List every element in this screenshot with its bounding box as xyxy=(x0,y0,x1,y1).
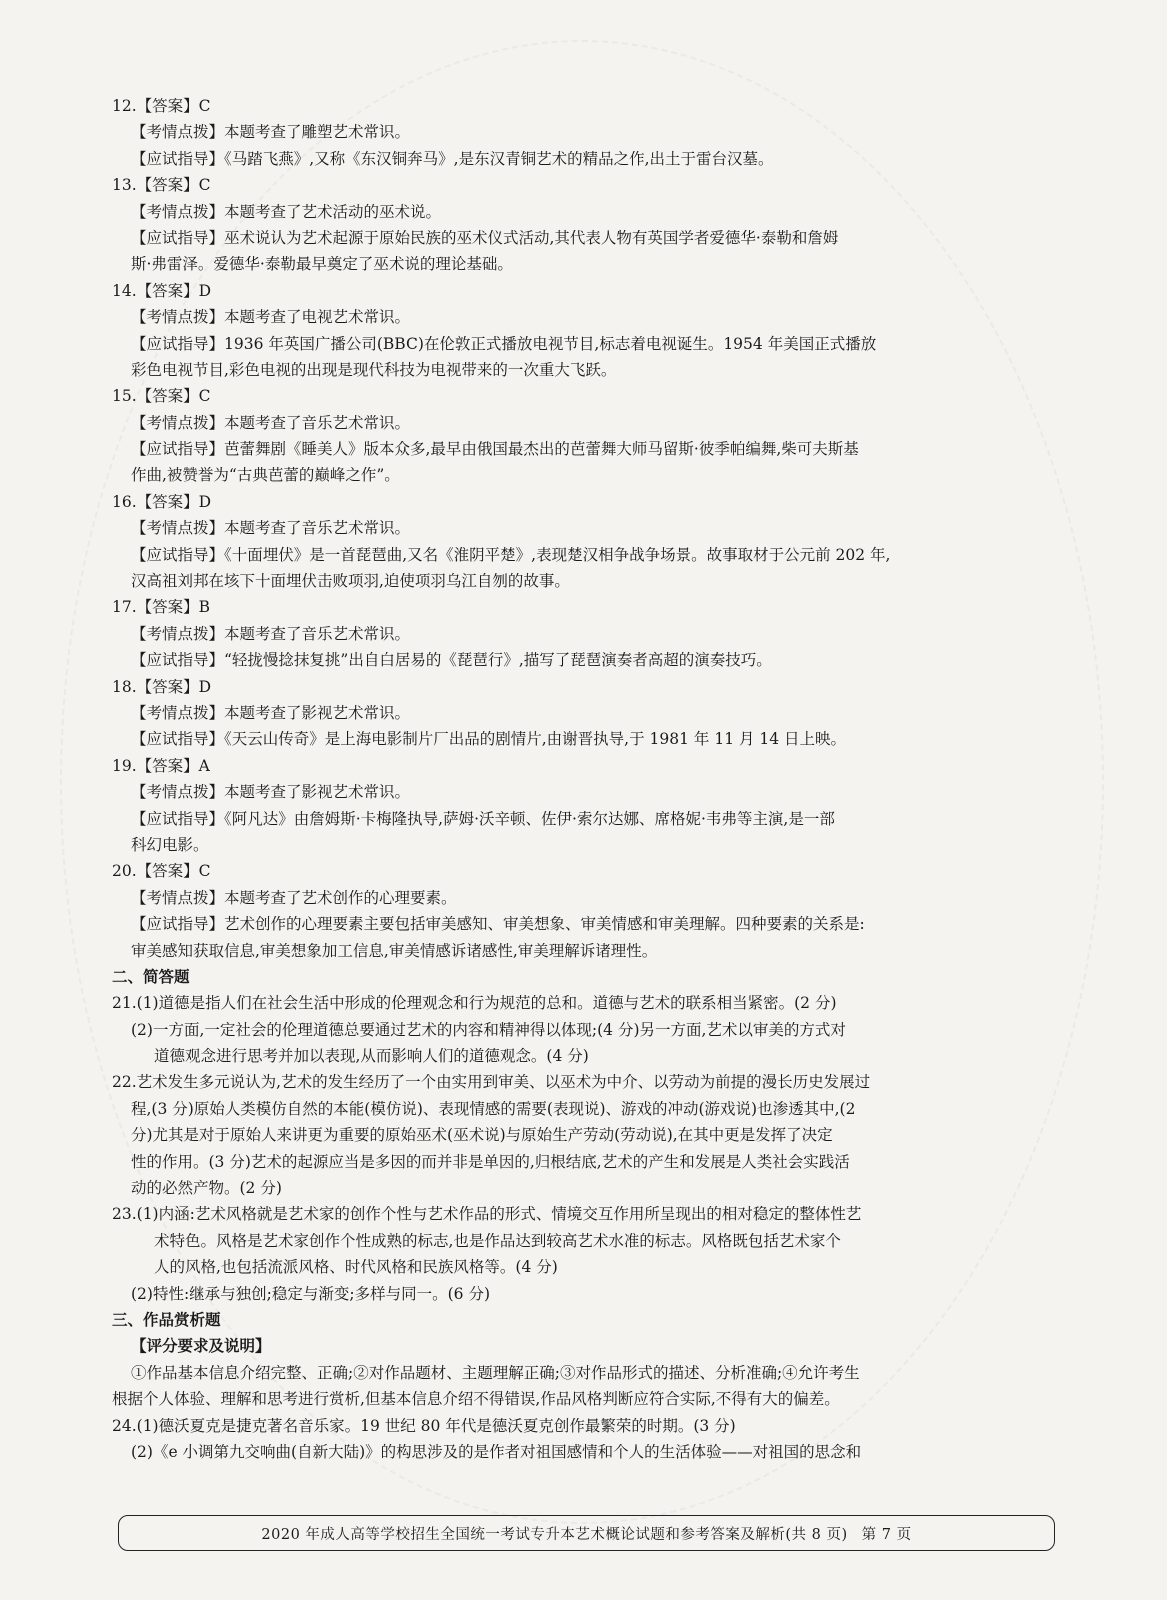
q22-line: 22.艺术发生多元说认为,艺术的发生经历了一个由实用到审美、以巫术为中介、以劳动为前提的漫长历史发展过 xyxy=(112,1073,871,1092)
answer-line: 12.【答案】C xyxy=(112,97,211,115)
exam-point-line: 【考情点拨】本题考查了雕塑艺术常识。 xyxy=(131,123,411,142)
guide-line: 【应试指导】“轻拢慢捻抹复挑”出自白居易的《琵琶行》,描写了琵琶演奏者高超的演奏技巧。 xyxy=(131,651,772,670)
answer-line: 18.【答案】D xyxy=(112,677,212,696)
exam-point-line: 【考情点拨】本题考查了音乐艺术常识。 xyxy=(131,519,411,538)
guide-line: 审美感知获取信息,审美想象加工信息,审美情感诉诸感性,审美理解诉诸理性。 xyxy=(131,941,658,960)
answer-line: 17.【答案】B xyxy=(112,598,211,617)
footer-title: 2020 年成人高等学校招生全国统一考试专升本艺术概论试题和参考答案及解析(共 8 页) xyxy=(261,1526,848,1543)
q21-part2-line2: 道德观念进行思考并加以表现,从而影响人们的道德观念。(4 分) xyxy=(154,1047,589,1066)
section-short-answer-heading: 二、简答题 xyxy=(112,966,190,986)
guide-line: 彩色电视节目,彩色电视的出现是现代科技为电视带来的一次重大飞跃。 xyxy=(131,360,617,379)
answer-line: 19.【答案】A xyxy=(112,756,210,775)
q21-part1: 21.(1)道德是指人们在社会生活中形成的伦理观念和行为规范的总和。道德与艺术的联系相当紧密。(2 分) xyxy=(112,994,837,1013)
answer-line: 16.【答案】D xyxy=(112,492,212,511)
answer-content xyxy=(112,93,1072,1465)
guide-line: 【应试指导】《阿凡达》由詹姆斯·卡梅隆执导,萨姆·沃辛顿、佐伊·索尔达娜、席格妮·韦弗等主演,是一部 xyxy=(131,809,835,828)
guide-line: 【应试指导】巫术说认为艺术起源于原始民族的巫术仪式活动,其代表人物有英国学者爱德华·泰勒和詹姆 xyxy=(131,228,839,247)
guide-line: 科幻电影。 xyxy=(131,835,209,854)
guide-line: 汉高祖刘邦在垓下十面埋伏击败项羽,迫使项羽乌江自刎的故事。 xyxy=(131,572,570,591)
q23-line: (2)特性:继承与独创;稳定与渐变;多样与同一。(6 分) xyxy=(131,1284,491,1303)
guide-line: 【应试指导】《天云山传奇》是上海电影制片厂出品的剧情片,由谢晋执导,于 1981 年 11 月 14 日上映。 xyxy=(131,730,847,749)
answer-line: 13.【答案】C xyxy=(112,176,211,195)
answer-line: 15.【答案】C xyxy=(112,387,211,406)
exam-point-line: 【考情点拨】本题考查了音乐艺术常识。 xyxy=(131,413,411,432)
q22-line: 分)尤其是对于原始人来讲更为重要的原始巫术(巫术说)与原始生产劳动(劳动说),在其中更是发挥了决定 xyxy=(131,1126,833,1145)
exam-point-line: 【考情点拨】本题考查了艺术活动的巫术说。 xyxy=(131,202,442,221)
q22-line: 程,(3 分)原始人类模仿自然的本能(模仿说)、表现情感的需要(表现说)、游戏的冲动(游戏说)也渗透其中,(2 xyxy=(131,1099,856,1118)
q23-line: 术特色。风格是艺术家创作个性成熟的标志,也是作品达到较高艺术水准的标志。风格既包括艺术家个 xyxy=(154,1231,841,1250)
guide-line: 【应试指导】《马踏飞燕》,又称《东汉铜奔马》,是东汉青铜艺术的精品之作,出土于雷台汉墓。 xyxy=(131,149,774,168)
guide-line: 【应试指导】艺术创作的心理要素主要包括审美感知、审美想象、审美情感和审美理解。四种要素的关系是: xyxy=(131,915,865,934)
guide-line: 斯·弗雷泽。爱德华·泰勒最早奠定了巫术说的理论基础。 xyxy=(131,255,513,274)
mc-answer-list xyxy=(112,93,1072,964)
q24-line: 24.(1)德沃夏克是捷克著名音乐家。19 世纪 80 年代是德沃夏克创作最繁荣的时期。(3 分) xyxy=(112,1416,736,1435)
guide-line: 【应试指导】1936 年英国广播公司(BBC)在伦敦正式播放电视节目,标志着电视诞生。1954 年美国正式播放 xyxy=(131,334,877,353)
exam-point-line: 【考情点拨】本题考查了影视艺术常识。 xyxy=(131,783,411,802)
guide-line: 【应试指导】芭蕾舞剧《睡美人》版本众多,最早由俄国最杰出的芭蕾舞大师马留斯·彼季帕编舞,柴可夫斯基 xyxy=(131,440,859,459)
criteria-line: ①作品基本信息介绍完整、正确;②对作品题材、主题理解正确;③对作品形式的描述、分析准确;④允许考生 xyxy=(131,1363,860,1382)
q22-line: 性的作用。(3 分)艺术的起源应当是多因的而并非是单因的,归根结底,艺术的产生和发展是人类社会实践活 xyxy=(131,1152,850,1171)
q22-line: 动的必然产物。(2 分) xyxy=(131,1179,282,1198)
section-appreciation-heading: 三、作品赏析题 xyxy=(112,1309,221,1329)
exam-point-line: 【考情点拨】本题考查了电视艺术常识。 xyxy=(131,308,411,327)
guide-line: 【应试指导】《十面埋伏》是一首琵琶曲,又名《淮阴平楚》,表现楚汉相争战争场景。故事取材于公元前 202 年, xyxy=(131,545,891,564)
exam-point-line: 【考情点拨】本题考查了影视艺术常识。 xyxy=(131,703,411,722)
answer-line: 20.【答案】C xyxy=(112,862,211,881)
guide-line: 作曲,被赞誉为“古典芭蕾的巅峰之作”。 xyxy=(131,466,400,485)
answer-line: 14.【答案】D xyxy=(112,281,212,300)
q23-line: 23.(1)内涵:艺术风格就是艺术家的创作个性与艺术作品的形式、情境交互作用所呈现出的相对稳定的整体性艺 xyxy=(112,1205,862,1224)
exam-point-line: 【考情点拨】本题考查了音乐艺术常识。 xyxy=(131,624,411,643)
q23-line: 人的风格,也包括流派风格、时代风格和民族风格等。(4 分) xyxy=(154,1258,558,1277)
exam-point-line: 【考情点拨】本题考查了艺术创作的心理要素。 xyxy=(131,888,457,907)
page-footer xyxy=(118,1515,1055,1551)
criteria-title: 【评分要求及说明】 xyxy=(131,1336,271,1356)
page-number: 第 7 页 xyxy=(861,1526,912,1543)
criteria-line: 根据个人体验、理解和思考进行赏析,但基本信息介绍不得错误,作品风格判断应符合实际,不得有大的偏差。 xyxy=(112,1390,840,1409)
q21-part2-line1: (2)一方面,一定社会的伦理道德总要通过艺术的内容和精神得以体现;(4 分)另一方面,艺术以审美的方式对 xyxy=(131,1020,846,1039)
q24-line: (2)《e 小调第九交响曲(自新大陆)》的构思涉及的是作者对祖国感情和个人的生活体验——对祖国的思念和 xyxy=(131,1442,862,1461)
